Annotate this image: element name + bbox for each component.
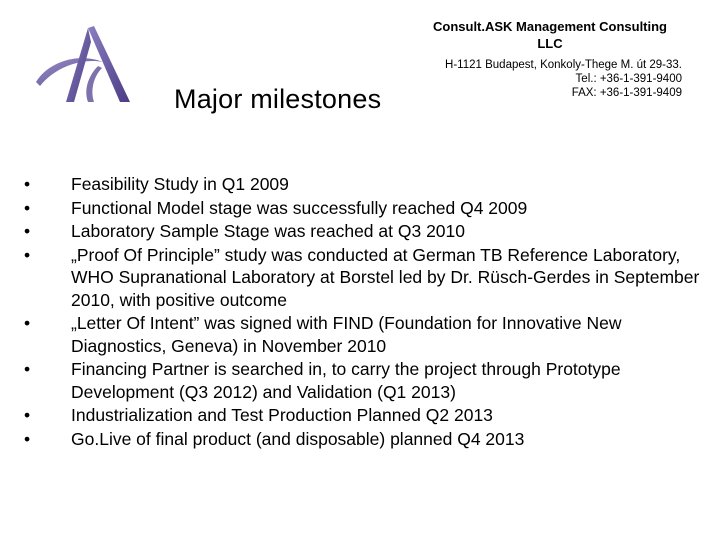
bullet-icon: • (24, 359, 31, 379)
address-street: H-1121 Budapest, Konkoly-Thege M. út 29-33. (445, 59, 682, 71)
logo-a-icon (28, 22, 138, 110)
bullet-icon: • (24, 405, 31, 425)
bullet-icon: • (24, 174, 31, 194)
company-name-line1: Consult.ASK Management Consulting (433, 19, 667, 34)
list-item (24, 173, 704, 196)
list-item-text: „Letter Of Intent” was signed with FIND (Foundation for Innovative New Diagnostics, Geneva) in November 2010 (71, 313, 622, 356)
address-fax: FAX: +36-1-391-9409 (571, 87, 682, 99)
bullet-icon: • (24, 428, 31, 449)
list-item-text: Industrialization and Test Production Planned Q2 2013 (71, 405, 493, 425)
list-item (24, 244, 704, 312)
company-name-line2: LLC (537, 36, 563, 51)
list-item (24, 428, 704, 451)
bullet-icon: • (24, 244, 31, 265)
list-item (24, 404, 704, 427)
slide-title: Major milestones (174, 84, 382, 114)
list-item-text: Go.Live of final product (and disposable) planned Q4 2013 (71, 428, 525, 449)
list-item-text: Laboratory Sample Stage was reached at Q3 2010 (71, 221, 465, 241)
bullet-icon: • (24, 197, 31, 218)
list-item-text: Financing Partner is searched in, to carry the project through Prototype Development (Q3 2012) and Validation (Q1 2013) (71, 359, 621, 402)
address-phone: Tel.: +36-1-391-9400 (575, 73, 682, 85)
milestone-list (24, 173, 704, 451)
company-logo (28, 22, 138, 110)
company-name (400, 18, 700, 52)
list-item (24, 220, 704, 243)
list-item-text: Feasibility Study in Q1 2009 (71, 174, 289, 194)
list-item-text: „Proof Of Principle” study was conducted at German TB Reference Laboratory, WHO Supranational Laboratory at Borstel led by Dr. Rüsch-Gerdes in September 2010, with positive outcome (71, 244, 700, 310)
list-item-text: Functional Model stage was successfully reached Q4 2009 (71, 197, 528, 218)
list-item (24, 312, 704, 357)
list-item (24, 358, 704, 403)
bullet-icon: • (24, 221, 31, 241)
list-item (24, 197, 704, 220)
company-address (400, 58, 682, 100)
bullet-icon: • (24, 313, 31, 333)
